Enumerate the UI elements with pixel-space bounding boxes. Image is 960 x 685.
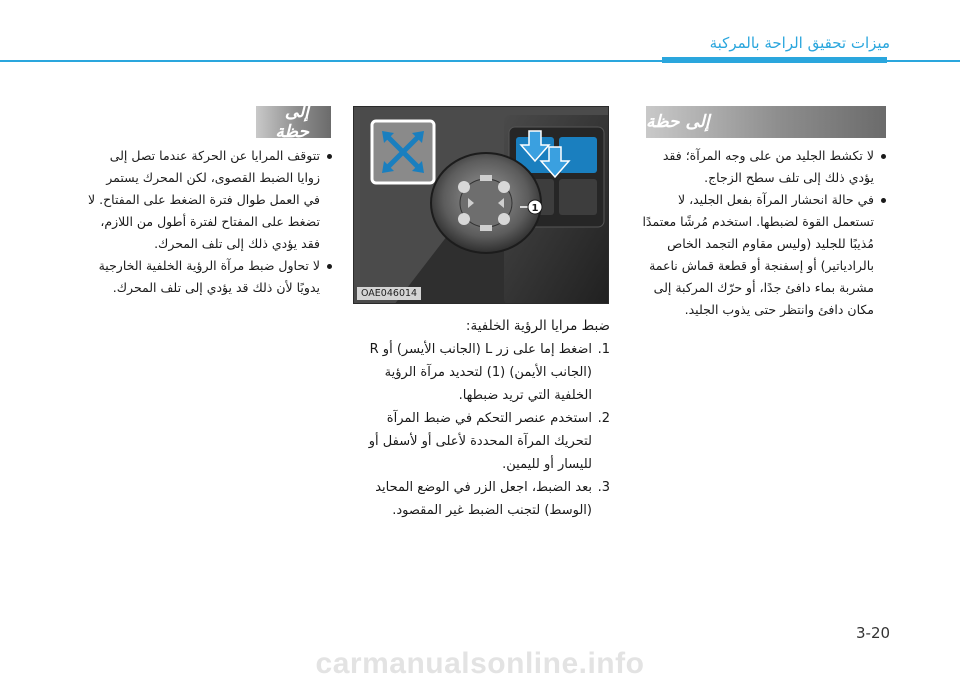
header-tab bbox=[662, 57, 887, 63]
section-title: ميزات تحقيق الراحة بالمركبة bbox=[709, 34, 890, 52]
mirror-switch-illustration bbox=[354, 107, 609, 304]
list-item: لا تكشط الجليد من على وجه المرآة؛ فقد يؤدي ذلك إلى تلف سطح الزجاج. bbox=[640, 145, 888, 189]
step-text: بعد الضبط، اجعل الزر في الوضع المحايد (الوسط) لتجنب الضبط غير المقصود. bbox=[375, 480, 592, 518]
list-item bbox=[350, 338, 610, 407]
left-note-banner bbox=[256, 102, 331, 142]
left-note-banner-label: إلى حظة bbox=[275, 102, 309, 142]
page-number: 3-20 bbox=[856, 624, 891, 642]
right-caution-list bbox=[640, 145, 888, 321]
watermark: carmanualsonline.info bbox=[315, 647, 645, 680]
step-text: اضغط إما على زر L (الجانب الأيسر) أو R (الجانب الأيمن) (1) لتحديد مرآة الرؤية الخلفية التي تريد ضبطها. bbox=[369, 342, 592, 403]
callout-number: 1 bbox=[531, 203, 539, 214]
step-number: 2. bbox=[597, 411, 610, 426]
list-item: في حالة انحشار المرآة بفعل الجليد، لا تستعمل القوة لضبطها. استخدم مُرشًا معتمدًا مُذيبًا للجليد (وليس مقاوم التجمد الخاص بالرادياتير) أو إسفنجة أو قطعة قماش ناعمة مشربة بماء دافئ جدًا، أو حرّك المركبة إلى مكان دافئ وانتظر حتى يذوب الجليد. bbox=[640, 189, 888, 321]
step-number: 3. bbox=[597, 480, 610, 495]
step-text: استخدم عنصر التحكم في ضبط المرآة لتحريك المرآة المحددة لأعلى أو لأسفل أو لليسار أو لليمين. bbox=[368, 411, 592, 472]
instructions-steps bbox=[350, 338, 610, 522]
list-item bbox=[350, 476, 610, 522]
step-number: 1. bbox=[597, 342, 610, 357]
instructions-title: ضبط مرايا الرؤية الخلفية: bbox=[465, 318, 610, 334]
figure-code: OAE046014 bbox=[357, 287, 421, 300]
mirror-switch-figure bbox=[353, 106, 609, 304]
list-item: تتوقف المرايا عن الحركة عندما تصل إلى زوايا الضبط القصوى، لكن المحرك يستمر في العمل طوال فترة الضغط على المفتاح. لا تضغط على المفتاح لفترة أطول من اللازم، فقد يؤدي ذلك إلى تلف المحرك. bbox=[86, 145, 334, 255]
left-caution-list bbox=[86, 145, 334, 299]
list-item bbox=[350, 407, 610, 476]
list-item: لا تحاول ضبط مرآة الرؤية الخلفية الخارجية يدويًا لأن ذلك قد يؤدي إلى تلف المحرك. bbox=[86, 255, 334, 299]
right-note-banner-label: إلى حظة bbox=[646, 112, 710, 132]
right-note-banner bbox=[646, 106, 886, 138]
